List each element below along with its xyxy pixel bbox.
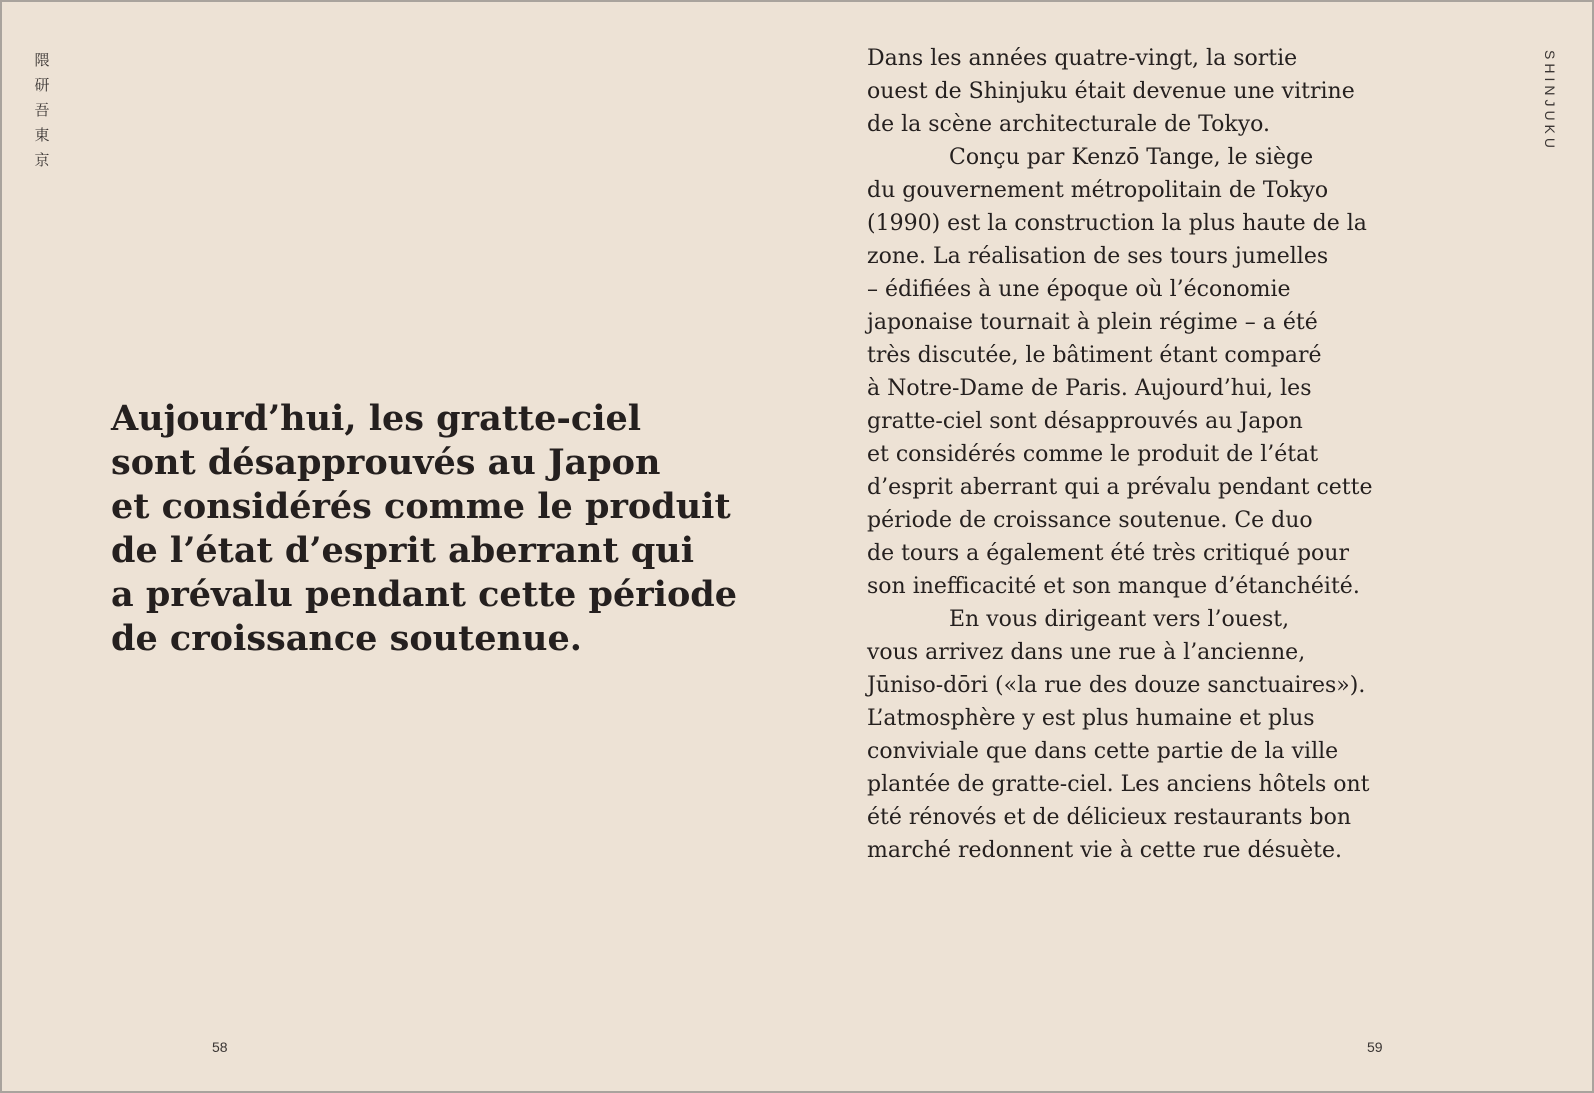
body-line: En vous dirigeant vers l’ouest, [949, 607, 1290, 632]
body-line: Jūniso-dōri («la rue des douze sanctuaires»). [867, 673, 1366, 698]
body-line: son inefficacité et son manque d’étanchéité. [867, 574, 1360, 599]
section-title: SHINJUKU [1542, 50, 1558, 153]
pull-quote-line: de croissance soutenue. [111, 618, 582, 659]
body-line: période de croissance soutenue. Ce duo [867, 508, 1313, 533]
body-text [867, 42, 1427, 867]
body-line: – édifiées à une époque où l’économie [867, 277, 1291, 302]
body-line: (1990) est la construction la plus haute de la [867, 211, 1367, 236]
pull-quote-line: a prévalu pendant cette période [111, 574, 738, 615]
title-char: 研 [34, 76, 50, 94]
body-line: été rénovés et de délicieux restaurants bon [867, 805, 1351, 830]
body-line: ouest de Shinjuku était devenue une vitrine [867, 79, 1355, 104]
pull-quote-line: Aujourd’hui, les gratte-ciel [111, 398, 642, 439]
title-char: 隈 [34, 51, 50, 69]
pull-quote-line: et considérés comme le produit [111, 486, 731, 527]
body-line: L’atmosphère y est plus humaine et plus [867, 706, 1315, 731]
body-line: gratte-ciel sont désapprouvés au Japon [867, 409, 1303, 434]
body-line: conviviale que dans cette partie de la ville [867, 739, 1339, 764]
page-number-right: 59 [1367, 1039, 1383, 1055]
body-line: de tours a également été très critiqué pour [867, 541, 1349, 566]
title-char: 吾 [34, 101, 50, 119]
body-line: et considérés comme le produit de l’état [867, 442, 1319, 467]
title-char: 京 [34, 151, 50, 169]
page-number-left: 58 [212, 1039, 228, 1055]
body-line: Conçu par Kenzō Tange, le siège [949, 145, 1314, 170]
pull-quote-line: sont désapprouvés au Japon [111, 442, 661, 483]
body-line: japonaise tournait à plein régime – a été [867, 310, 1318, 335]
body-line: marché redonnent vie à cette rue désuète. [867, 838, 1342, 863]
body-line: Dans les années quatre-vingt, la sortie [867, 46, 1298, 71]
body-line: zone. La réalisation de ses tours jumelles [867, 244, 1329, 269]
pull-quote-line: de l’état d’esprit aberrant qui [111, 530, 695, 571]
pull-quote [111, 397, 738, 661]
body-line: vous arrivez dans une rue à l’ancienne, [867, 640, 1306, 665]
body-line: de la scène architecturale de Tokyo. [867, 112, 1271, 137]
body-line: du gouvernement métropolitain de Tokyo [867, 178, 1329, 203]
body-line: très discutée, le bâtiment étant comparé [867, 343, 1322, 368]
vertical-book-title [32, 48, 52, 173]
body-line: d’esprit aberrant qui a prévalu pendant cette [867, 475, 1373, 500]
title-char: 東 [34, 126, 50, 144]
body-line: plantée de gratte-ciel. Les anciens hôtels ont [867, 772, 1370, 797]
body-line: à Notre-Dame de Paris. Aujourd’hui, les [867, 376, 1312, 401]
